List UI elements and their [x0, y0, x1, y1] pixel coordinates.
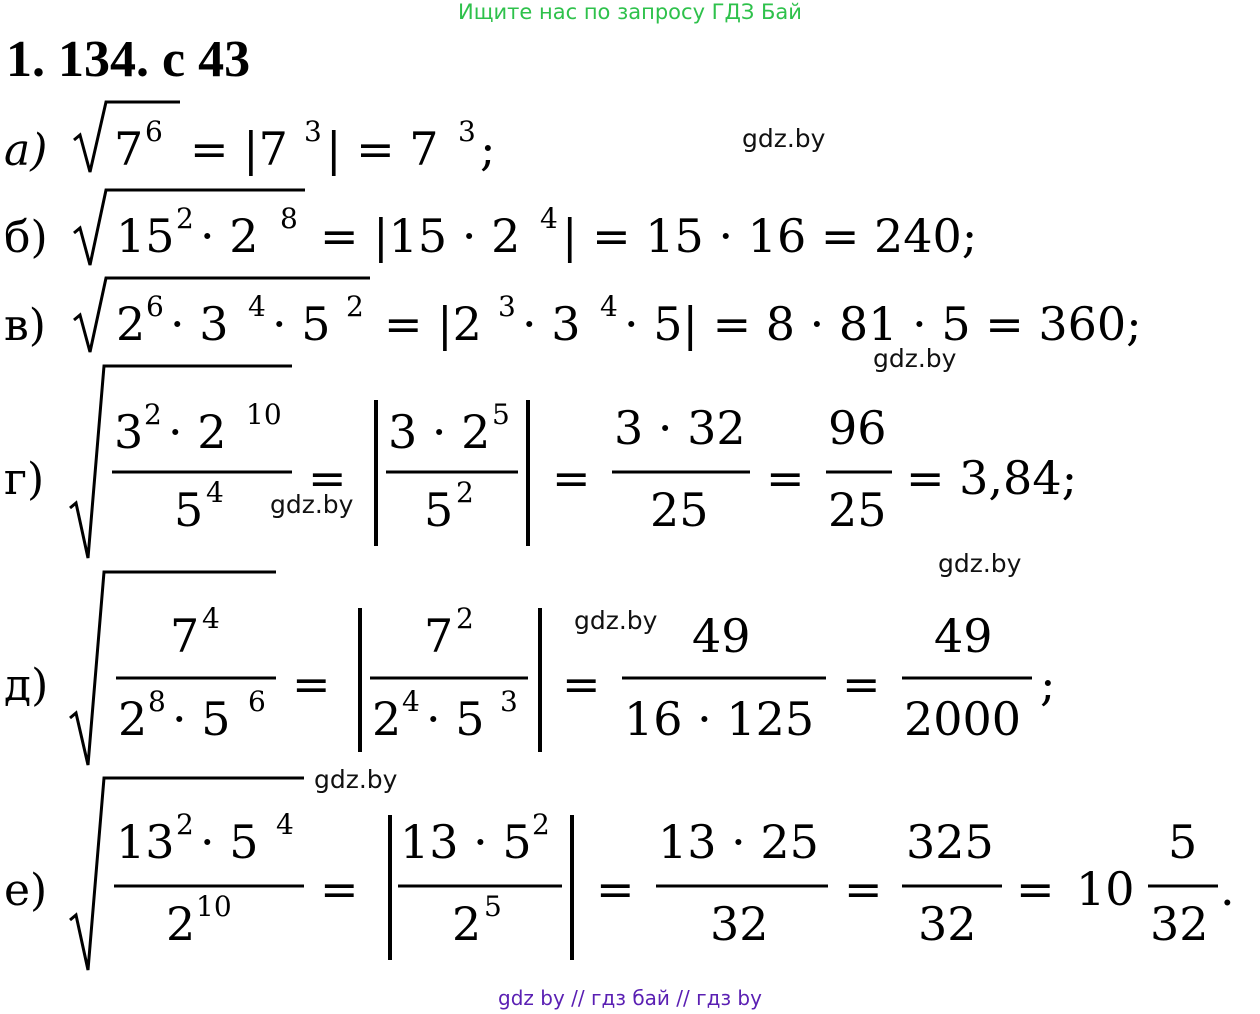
math-text: 16 · 125 [624, 692, 815, 746]
math-text: 5 [424, 483, 454, 537]
math-exponent: 8 [280, 202, 298, 235]
math-exponent: 10 [196, 890, 232, 923]
math-exponent: 3 [304, 115, 322, 148]
watermark: gdz.by [574, 606, 658, 635]
math-exponent: 3 [458, 115, 476, 148]
math-text: = [320, 862, 359, 916]
math-text: 2000 [904, 692, 1022, 746]
watermark: gdz.by [270, 490, 354, 519]
math-exponent: 5 [492, 398, 510, 431]
math-exponent: 2 [456, 476, 474, 509]
item-label-d: д) [4, 660, 49, 711]
watermark: gdz.by [873, 344, 957, 373]
math-exponent: 4 [600, 290, 618, 323]
math-exponent: 8 [148, 685, 166, 718]
math-text: = |15 · 2 [320, 209, 521, 263]
math-exponent: 2 [346, 290, 364, 323]
math-text: · 3 [522, 297, 581, 351]
math-text: 13 [116, 815, 175, 869]
math-text: · 5 [272, 297, 331, 351]
math-exponent: 10 [246, 398, 282, 431]
watermark: gdz.by [938, 549, 1022, 578]
math-text: 49 [692, 609, 751, 663]
item-label-b: б) [4, 212, 48, 263]
math-text: = [766, 451, 805, 505]
math-text: 96 [828, 401, 887, 455]
item-label-v: в) [4, 300, 46, 351]
math-text: · 5 [172, 692, 231, 746]
math-exponent: 4 [248, 290, 266, 323]
item-label-e: е) [4, 865, 48, 916]
math-text: 2 [116, 297, 146, 351]
math-text: | = 15 · 16 = 240; [562, 209, 978, 263]
math-text: 25 [650, 483, 709, 537]
math-base: 7 [114, 122, 144, 176]
math-text: · 2 [168, 405, 227, 459]
math-text: = [562, 657, 601, 711]
math-exponent: 2 [456, 602, 474, 635]
math-text: = [596, 862, 635, 916]
math-text: = 3,84; [906, 451, 1078, 505]
math-text: 5 [1168, 815, 1198, 869]
math-text: 5 [174, 483, 204, 537]
math-text: 49 [934, 609, 993, 663]
math-exponent: 5 [484, 890, 502, 923]
math-exponent: 6 [146, 290, 164, 323]
math-text: 7 [170, 609, 200, 663]
math-text: 15 [116, 209, 175, 263]
footer-links[interactable]: gdz by // гдз бай // гдз by [498, 986, 762, 1010]
search-notice[interactable]: Ищите нас по запросу ГДЗ Бай [458, 0, 802, 24]
math-text: 2 [118, 692, 148, 746]
math-exponent: 6 [145, 115, 163, 148]
math-exponent: 4 [276, 808, 294, 841]
math-exponent: 4 [206, 476, 224, 509]
math-text: 2 [166, 897, 196, 951]
math-exponent: 3 [500, 685, 518, 718]
math-text: 10 [1076, 862, 1135, 916]
watermark: gdz.by [314, 765, 398, 794]
math-exponent: 4 [402, 685, 420, 718]
math-text: · 2 [200, 209, 259, 263]
math-text: 3 · 2 [388, 405, 491, 459]
math-text: · 5 [426, 692, 485, 746]
math-text: ; [480, 122, 496, 176]
math-text: = [308, 451, 347, 505]
math-text: 13 · 25 [658, 815, 819, 869]
math-text: 32 [1150, 897, 1209, 951]
math-exponent: 2 [176, 202, 194, 235]
math-text: 2 [372, 692, 402, 746]
item-label-g: г) [4, 454, 45, 505]
math-text: = [292, 657, 331, 711]
math-text: · 5| = 8 · 81 · 5 = 360; [624, 297, 1142, 351]
math-text: = [844, 862, 883, 916]
math-exponent: 2 [144, 398, 162, 431]
math-exponent: 2 [176, 808, 194, 841]
math-text: = [1016, 862, 1055, 916]
problem-title: 1. 134. с 43 [6, 31, 251, 88]
math-text: = [552, 451, 591, 505]
watermark: gdz.by [742, 124, 826, 153]
math-exponent: 6 [248, 685, 266, 718]
math-exponent: 3 [498, 290, 516, 323]
math-text: = [842, 657, 881, 711]
math-text: ; [1040, 657, 1056, 711]
math-text: 3 · 32 [614, 401, 746, 455]
math-text: = |2 [384, 297, 482, 351]
math-text: 25 [828, 483, 887, 537]
math-text: 7 [424, 609, 454, 663]
math-text: 32 [710, 897, 769, 951]
math-exponent: 4 [540, 202, 558, 235]
math-text: · 3 [170, 297, 229, 351]
math-text: = |7 [190, 122, 288, 176]
math-exponent: 2 [532, 808, 550, 841]
math-text: 13 · 5 [400, 815, 532, 869]
math-text: 2 [452, 897, 482, 951]
item-label-a: a) [4, 125, 48, 176]
math-text: 325 [906, 815, 994, 869]
math-text: 32 [918, 897, 977, 951]
math-text: 3 [114, 405, 144, 459]
math-text: · 5 [200, 815, 259, 869]
math-exponent: 4 [202, 602, 220, 635]
math-text: . [1220, 862, 1235, 916]
math-text: | = 7 [326, 122, 439, 176]
